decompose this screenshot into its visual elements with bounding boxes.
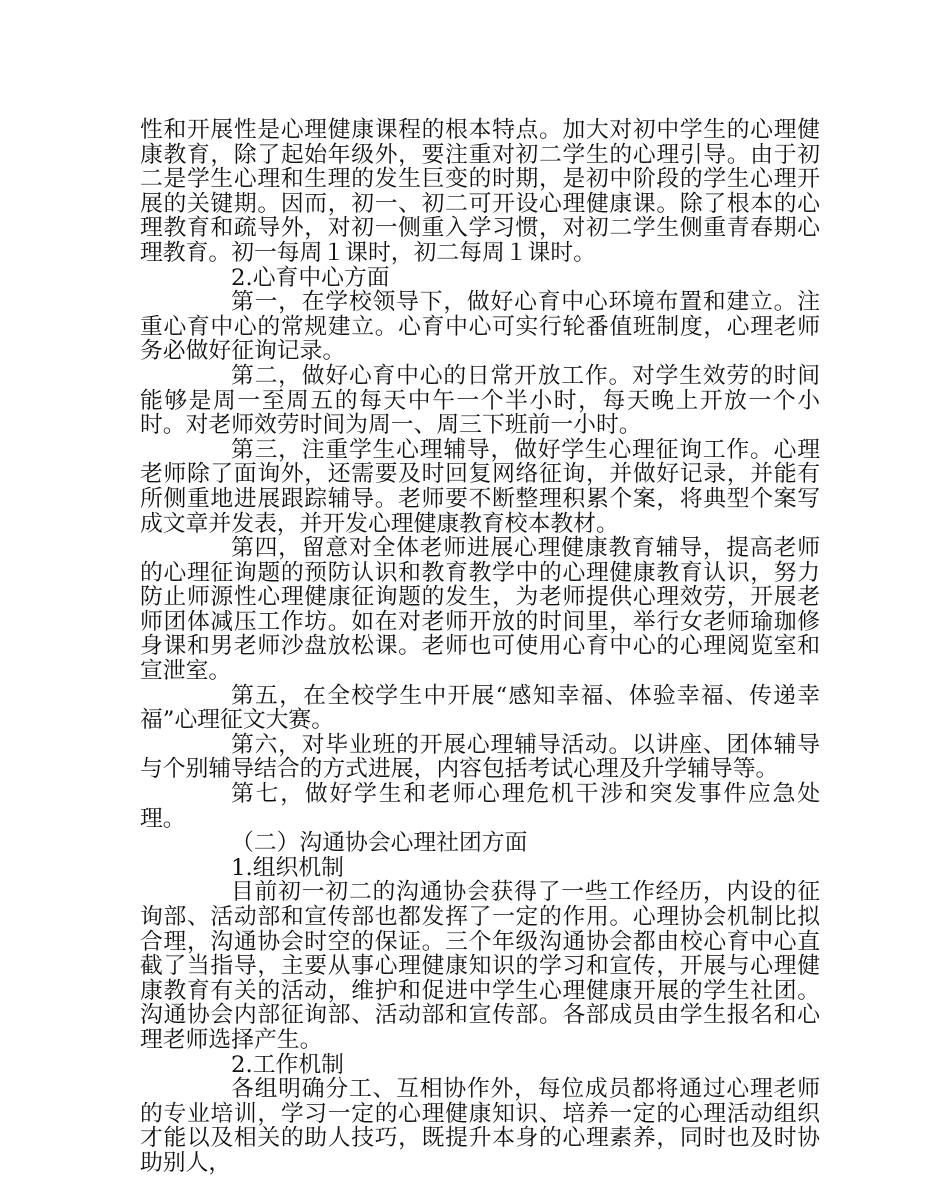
paragraph-item-seventh: 第七，做好学生和老师心理危机干涉和突发事件应急处理。	[140, 781, 820, 832]
paragraph-item-fourth: 第四，留意对全体老师进展心理健康教育辅导，提高老师的心理征询题的预防认识和教育教学中的心理健康教育认识，努力防止师源性心理健康征询题的发生，为老师提供心理效劳，开展老师团体减压工作坊。如在对老师开放的时间里，举行女老师瑜珈修身课和男老师沙盘放松课。老师也可使用心育中心的心理阅览室和宣泄室。	[140, 535, 820, 685]
paragraph-item-sixth: 第六，对毕业班的开展心理辅导活动。以讲座、团体辅导与个别辅导结合的方式进展，内容包括考试心理及升学辅导等。	[140, 731, 820, 783]
paragraph-work-mechanism: 各组明确分工、互相协作外，每位成员都将通过心理老师的专业培训，学习一定的心理健康知识、培养一定的心理活动组织才能以及相关的助人技巧，既提升本身的心理素养，同时也及时协助别人，	[140, 1076, 820, 1176]
paragraph-item-fifth: 第五，在全校学生中开展“感知幸福、体验幸福、传递幸福”心理征文大赛。	[140, 682, 820, 734]
paragraph-item-second: 第二，做好心育中心的日常开放工作。对学生效劳的时间能够是周一至周五的每天中午一个半小时，每天晚上开放一个小时。对老师效劳时间为周一、周三下班前一小时。	[140, 362, 820, 439]
paragraph-course-features: 性和开展性是心理健康课程的根本特点。加大对初中学生的心理健康教育，除了起始年级外，要注重对初二学生的心理引导。由于初二是学生心理和生理的发生巨变的时期，是初中阶段的学生心理开展的关键期。因而，初一、初二可开设心理健康课。除了根本的心理教育和疏导外，对初一侧重入学习惯，对初二学生侧重青春期心理教育。初一每周１课时，初二每周１课时。	[140, 117, 820, 266]
paragraph-item-third: 第三，注重学生心理辅导，做好学生心理征询工作。心理老师除了面询外，还需要及时回复网络征询，并做好记录，并能有所侧重地进展跟踪辅导。老师要不断整理积累个案，将典型个案写成文章并发表，并开发心理健康教育校本教材。	[140, 436, 820, 537]
paragraph-organization: 目前初一初二的沟通协会获得了一些工作经历，内设的征询部、活动部和宣传部也都发挥了一定的作用。心理协会机制比拟合理，沟通协会时空的保证。三个年级沟通协会都由校心育中心直截了当指导，主要从事心理健康知识的学习和宣传，开展与心理健康教育有关的活动，维护和促进中学生心理健康开展的学生社团。沟通协会内部征询部、活动部和宣传部。各部成员由学生报名和心理老师选择产生。	[140, 879, 820, 1053]
heading-center-section: 2.心育中心方面	[231, 264, 390, 291]
heading-work-mechanism: 2.工作机制	[231, 1051, 344, 1078]
heading-organization: 1.组织机制	[231, 854, 344, 881]
heading-association-section: （二）沟通协会心理社团方面	[231, 830, 528, 857]
document-page	[140, 118, 820, 1176]
paragraph-item-first: 第一，在学校领导下，做好心育中心环境布置和建立。注重心育中心的常规建立。心育中心可实行轮番值班制度，心理老师务必做好征询记录。	[140, 289, 820, 365]
